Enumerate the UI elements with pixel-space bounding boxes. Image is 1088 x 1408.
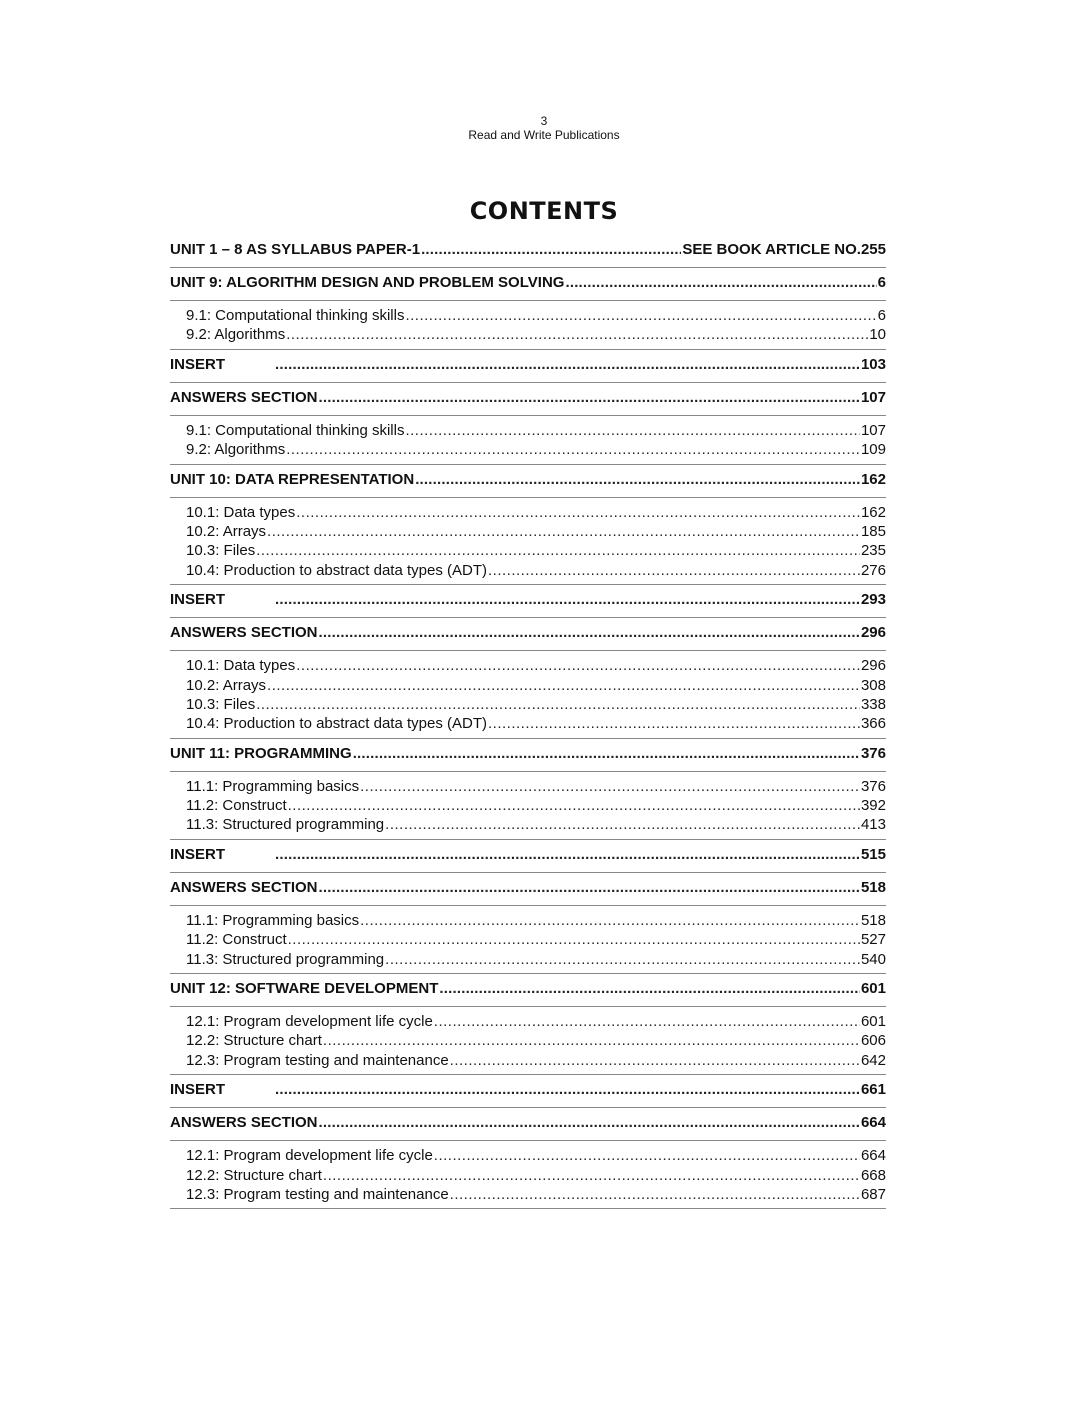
dot-leader <box>450 1052 860 1069</box>
toc-page-number: 540 <box>860 950 886 968</box>
dot-leader <box>275 591 860 608</box>
toc-section <box>170 241 886 268</box>
toc-subentry[interactable] <box>170 441 886 460</box>
toc-subentry[interactable] <box>170 951 886 970</box>
dot-leader <box>319 1114 860 1131</box>
dot-leader <box>319 389 860 406</box>
toc-section <box>170 980 886 1007</box>
toc-subsection-list <box>170 657 886 739</box>
toc-subentry-title: 11.3: Structured programming <box>186 950 385 968</box>
toc-page-number: 6 <box>877 307 886 324</box>
toc-subentry[interactable] <box>170 1013 886 1032</box>
toc-subentry[interactable] <box>170 696 886 715</box>
toc-entry-title: ANSWERS SECTION <box>170 624 318 642</box>
toc-subentry[interactable] <box>170 715 886 734</box>
toc-entry-title: ANSWERS SECTION <box>170 388 318 406</box>
toc-entry-title: ANSWERS SECTION <box>170 878 318 896</box>
toc-page-number: 527 <box>860 931 886 949</box>
dot-leader <box>288 797 860 814</box>
dot-leader <box>267 677 860 694</box>
dot-leader <box>275 1081 860 1098</box>
toc-subentry-title: 10.3: Files <box>186 695 256 713</box>
toc-subentry[interactable] <box>170 657 886 676</box>
toc-page-number: 413 <box>860 816 886 834</box>
toc-subentry[interactable] <box>170 778 886 797</box>
toc-page-number: 10 <box>869 326 886 344</box>
toc-subentry[interactable] <box>170 912 886 931</box>
toc-subentry[interactable] <box>170 1032 886 1051</box>
toc-page-number: 235 <box>860 542 886 560</box>
toc-subentry-title: 12.1: Program development life cycle <box>186 1013 433 1031</box>
toc-page-number: 687 <box>860 1185 886 1203</box>
toc-subentry-title: 12.3: Program testing and maintenance <box>186 1051 449 1069</box>
toc-page-number: 642 <box>860 1051 886 1069</box>
toc-page-number: 518 <box>860 878 886 896</box>
dot-leader <box>319 624 860 641</box>
toc-entry-title: UNIT 1 – 8 AS SYLLABUS PAPER-1 <box>170 241 421 258</box>
toc-page-number: 162 <box>860 503 886 521</box>
dot-leader <box>286 441 860 458</box>
toc-subentry-title: 11.1: Programming basics <box>186 777 360 795</box>
toc-subentry[interactable] <box>170 523 886 542</box>
toc-page-number: 366 <box>860 715 886 733</box>
toc-page-number: 6 <box>877 274 886 291</box>
toc-subentry[interactable] <box>170 931 886 950</box>
toc-page-number: 293 <box>860 591 886 609</box>
dot-leader <box>256 542 860 559</box>
dot-leader <box>275 356 860 373</box>
toc-subentry[interactable] <box>170 1186 886 1205</box>
toc-entry[interactable] <box>170 1114 886 1137</box>
toc-page-number: 338 <box>860 695 886 713</box>
toc-subentry[interactable] <box>170 422 886 441</box>
toc-subentry-title: 10.3: Files <box>186 542 256 560</box>
toc-subsection-list <box>170 1147 886 1209</box>
toc-entry[interactable] <box>170 591 886 614</box>
toc-entry-title: UNIT 12: SOFTWARE DEVELOPMENT <box>170 980 439 998</box>
toc-subentry[interactable] <box>170 504 886 523</box>
toc-page-number: 103 <box>860 355 886 373</box>
toc-subentry[interactable] <box>170 326 886 345</box>
toc-subentry-title: 10.4: Production to abstract data types (ADT) <box>186 561 487 579</box>
toc-page-number: 515 <box>860 845 886 863</box>
toc-page-number: 308 <box>860 676 886 694</box>
toc-entry[interactable] <box>170 980 886 1003</box>
toc-entry[interactable] <box>170 356 886 379</box>
toc-subentry-title: 12.2: Structure chart <box>186 1166 322 1184</box>
toc-subentry-title: 9.2: Algorithms <box>186 326 286 344</box>
toc-subentry-title: 11.2: Construct <box>186 797 287 815</box>
page-header <box>0 114 1088 142</box>
toc-entry-title: UNIT 11: PROGRAMMING <box>170 744 352 762</box>
toc-subsection-list <box>170 422 886 465</box>
dot-leader <box>296 657 860 674</box>
toc-entry[interactable] <box>170 471 886 494</box>
toc-entry[interactable] <box>170 846 886 869</box>
toc-subentry[interactable] <box>170 797 886 816</box>
dot-leader <box>323 1032 860 1049</box>
dot-leader <box>360 778 860 795</box>
dot-leader <box>286 326 868 343</box>
toc-page-number: 606 <box>860 1032 886 1050</box>
toc-section <box>170 274 886 301</box>
toc-entry[interactable] <box>170 879 886 902</box>
toc-page-number: 518 <box>860 911 886 929</box>
toc-page-number: 601 <box>860 1013 886 1031</box>
toc-page-number: 376 <box>860 744 886 762</box>
toc-subentry[interactable] <box>170 816 886 835</box>
toc-subsection-list <box>170 504 886 586</box>
toc-section <box>170 1081 886 1108</box>
toc-page-number: 296 <box>860 657 886 675</box>
dot-leader <box>405 422 860 439</box>
toc-entry-title: UNIT 9: ALGORITHM DESIGN AND PROBLEM SOLVING <box>170 274 565 291</box>
toc-subsection-list <box>170 778 886 840</box>
toc-entry-title: ANSWERS SECTION <box>170 1114 318 1132</box>
toc-subsection-list <box>170 912 886 974</box>
toc-section <box>170 745 886 772</box>
toc-page-number: 296 <box>860 624 886 642</box>
toc-subentry-title: 11.3: Structured programming <box>186 816 385 834</box>
dot-leader <box>296 504 860 521</box>
dot-leader <box>267 523 860 540</box>
toc-page-number: 276 <box>860 561 886 579</box>
toc-subsection-list <box>170 307 886 350</box>
toc-subentry-title: 9.2: Algorithms <box>186 441 286 459</box>
toc-page-number: 601 <box>860 980 886 998</box>
toc-page-number: 661 <box>860 1081 886 1099</box>
toc-subentry-title: 10.2: Arrays <box>186 522 267 540</box>
dot-leader <box>488 562 860 579</box>
toc-section <box>170 389 886 416</box>
dot-leader <box>421 241 681 258</box>
toc-page-number: 392 <box>860 797 886 815</box>
toc-subsection-list <box>170 1013 886 1075</box>
toc-subentry-title: 9.1: Computational thinking skills <box>186 307 405 324</box>
toc-entry-title: UNIT 10: DATA REPRESENTATION <box>170 470 415 488</box>
toc-page-number: 668 <box>860 1166 886 1184</box>
toc-page-number: SEE BOOK ARTICLE NO.255 <box>682 241 886 258</box>
toc-subentry[interactable] <box>170 542 886 561</box>
toc-section <box>170 591 886 618</box>
toc-subentry-title: 10.1: Data types <box>186 503 296 521</box>
dot-leader <box>385 951 860 968</box>
dot-leader <box>434 1013 860 1030</box>
dot-leader <box>385 816 860 833</box>
page-number: 3 <box>540 114 548 128</box>
toc-subentry[interactable] <box>170 1052 886 1071</box>
dot-leader <box>405 307 876 324</box>
toc-subentry-title: 12.1: Program development life cycle <box>186 1147 433 1165</box>
toc-section <box>170 879 886 906</box>
dot-leader <box>488 715 860 732</box>
dot-leader <box>439 980 860 997</box>
dot-leader <box>415 471 860 488</box>
toc-subentry-title: 9.1: Computational thinking skills <box>186 421 405 439</box>
dot-leader <box>288 931 860 948</box>
toc-subentry-title: 12.3: Program testing and maintenance <box>186 1185 449 1203</box>
toc-section <box>170 1114 886 1141</box>
toc-subentry[interactable] <box>170 562 886 581</box>
toc-section <box>170 356 886 383</box>
dot-leader <box>323 1167 860 1184</box>
toc-page-number: 109 <box>860 441 886 459</box>
page-title: CONTENTS <box>469 197 619 225</box>
toc-subentry-title: 10.1: Data types <box>186 657 296 675</box>
toc-page-number: 162 <box>860 470 886 488</box>
toc-page-number: 664 <box>860 1147 886 1165</box>
toc-entry[interactable] <box>170 1081 886 1104</box>
toc-page-number: 664 <box>860 1114 886 1132</box>
toc-section <box>170 846 886 873</box>
toc-subentry-title: 11.2: Construct <box>186 931 287 949</box>
toc-entry-title: INSERT <box>170 845 226 863</box>
toc-entry-title: INSERT <box>170 355 226 373</box>
toc-section <box>170 624 886 651</box>
toc-subentry-title: 10.4: Production to abstract data types (ADT) <box>186 715 487 733</box>
toc-entry[interactable] <box>170 745 886 768</box>
toc-subentry[interactable] <box>170 307 886 326</box>
toc-page-number: 107 <box>860 421 886 439</box>
dot-leader <box>353 745 860 762</box>
dot-leader <box>275 846 860 863</box>
toc-entry[interactable] <box>170 624 886 647</box>
toc-page-number: 185 <box>860 522 886 540</box>
toc-subentry-title: 10.2: Arrays <box>186 676 267 694</box>
toc-subentry[interactable] <box>170 1167 886 1186</box>
dot-leader <box>450 1186 860 1203</box>
toc-subentry-title: 11.1: Programming basics <box>186 911 360 929</box>
toc-page-number: 376 <box>860 777 886 795</box>
table-of-contents <box>170 241 886 1215</box>
toc-entry-title: INSERT <box>170 591 226 609</box>
toc-entry[interactable] <box>170 274 886 297</box>
toc-entry[interactable] <box>170 241 886 264</box>
dot-leader <box>565 274 876 291</box>
toc-subentry[interactable] <box>170 1147 886 1166</box>
toc-subentry-title: 12.2: Structure chart <box>186 1032 322 1050</box>
dot-leader <box>319 879 860 896</box>
toc-subentry[interactable] <box>170 677 886 696</box>
dot-leader <box>256 696 860 713</box>
toc-section <box>170 471 886 498</box>
toc-entry-title: INSERT <box>170 1081 226 1099</box>
publisher-name: Read and Write Publications <box>468 128 620 142</box>
toc-entry[interactable] <box>170 389 886 412</box>
dot-leader <box>434 1147 860 1164</box>
toc-page-number: 107 <box>860 388 886 406</box>
dot-leader <box>360 912 860 929</box>
